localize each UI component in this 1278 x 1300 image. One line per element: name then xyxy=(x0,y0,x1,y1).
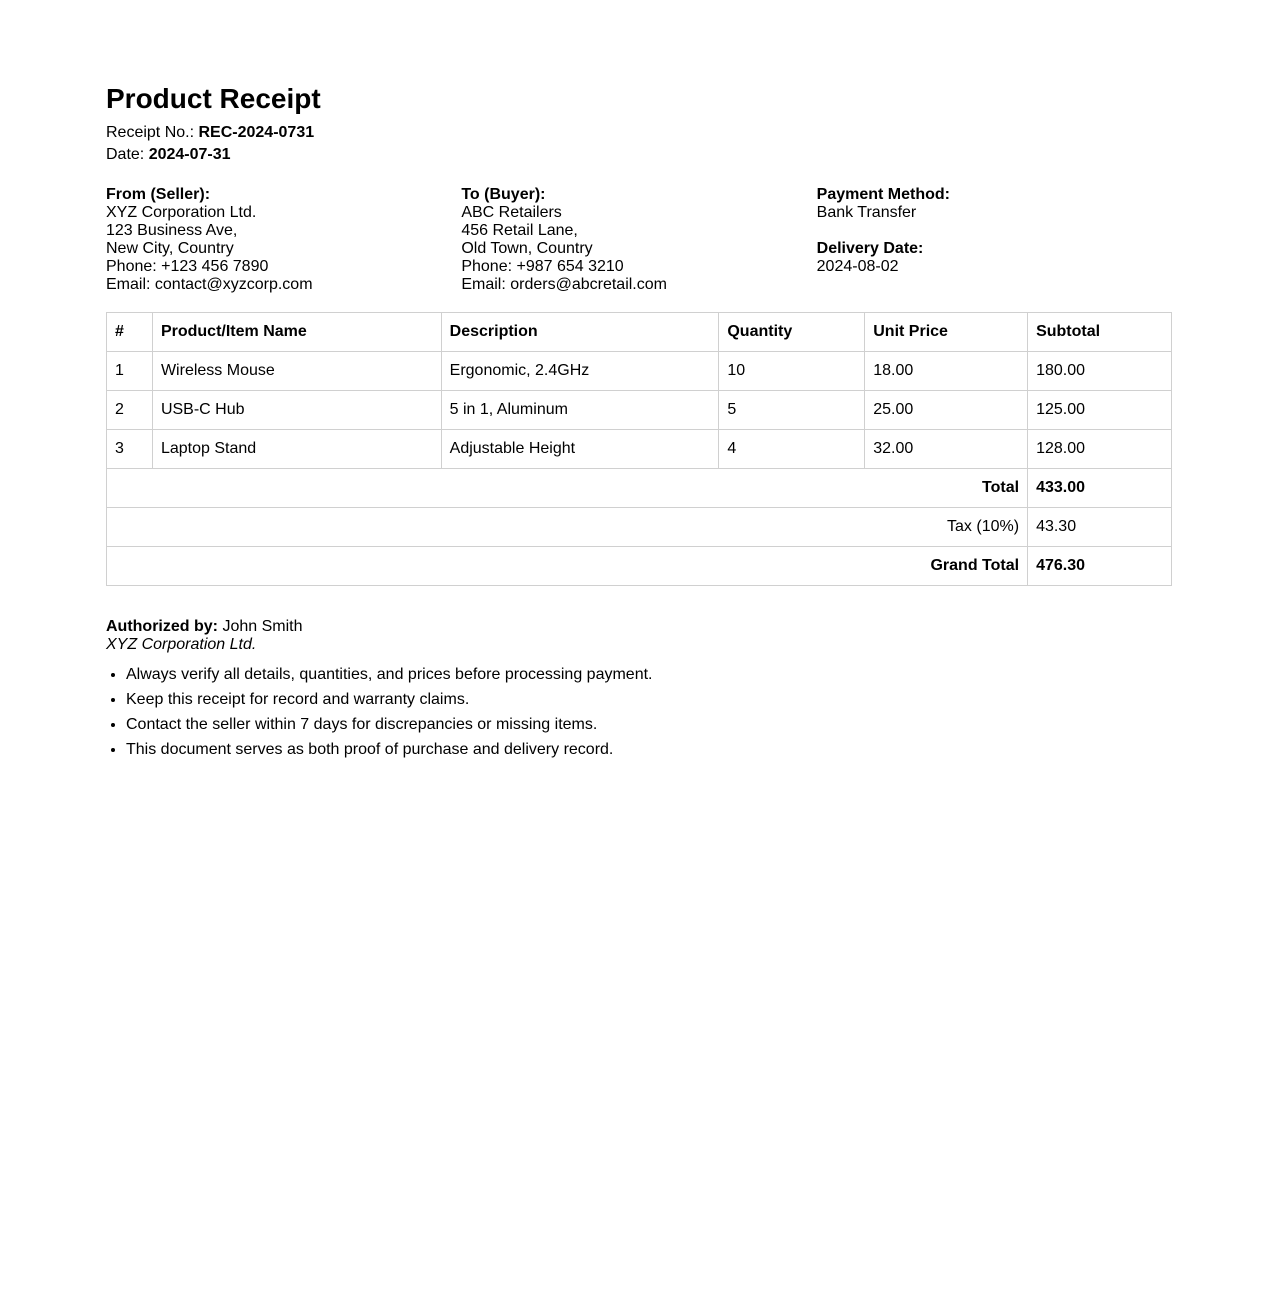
seller-phone: Phone: +123 456 7890 xyxy=(106,258,269,275)
authorized-org: XYZ Corporation Ltd. xyxy=(106,636,257,653)
cell-index: 3 xyxy=(107,430,153,469)
seller-address2: New City, Country xyxy=(106,240,234,257)
authorized-by-name: John Smith xyxy=(222,618,303,635)
seller-email: Email: contact@xyzcorp.com xyxy=(106,276,313,293)
list-item: • Always verify all details, quantities, and prices before processing payment. xyxy=(126,666,1172,684)
notes-list xyxy=(106,666,1172,759)
authorized-by-label: Authorized by: xyxy=(106,618,218,635)
cell-index: 1 xyxy=(107,352,153,391)
header-description: Description xyxy=(441,313,719,352)
delivery-date-label: Delivery Date: xyxy=(816,240,924,257)
grand-total-label: Grand Total xyxy=(107,547,1028,586)
cell-unit-price: 25.00 xyxy=(865,391,1028,430)
tax-label: Tax (10%) xyxy=(107,508,1028,547)
cell-subtotal: 125.00 xyxy=(1028,391,1172,430)
cell-description: Ergonomic, 2.4GHz xyxy=(441,352,719,391)
buyer-address2: Old Town, Country xyxy=(461,240,593,257)
list-item: • This document serves as both proof of purchase and delivery record. xyxy=(126,741,1172,759)
cell-product: Wireless Mouse xyxy=(152,352,441,391)
buyer-address1: 456 Retail Lane, xyxy=(461,222,578,239)
cell-quantity: 10 xyxy=(719,352,865,391)
grand-total-value: 476.30 xyxy=(1028,547,1172,586)
cell-description: 5 in 1, Aluminum xyxy=(441,391,719,430)
receipt-number-label: Receipt No.: xyxy=(106,124,195,141)
page-title: Product Receipt xyxy=(106,83,321,114)
list-item: • Contact the seller within 7 days for discrepancies or missing items. xyxy=(126,716,1172,734)
buyer-email: Email: orders@abcretail.com xyxy=(461,276,667,293)
receipt-date: 2024-07-31 xyxy=(148,146,231,163)
header-product: Product/Item Name xyxy=(152,313,441,352)
list-item: • Keep this receipt for record and warranty claims. xyxy=(126,691,1172,709)
buyer-name: ABC Retailers xyxy=(461,204,562,221)
grand-total-row xyxy=(107,547,1172,586)
items-table xyxy=(106,312,1172,586)
cell-index: 2 xyxy=(107,391,153,430)
payment-method-label: Payment Method: xyxy=(816,186,950,203)
payment-block xyxy=(817,186,1172,294)
authorized-line xyxy=(106,618,1172,636)
authorization-block xyxy=(106,618,1172,654)
cell-subtotal: 128.00 xyxy=(1028,430,1172,469)
table-row xyxy=(107,430,1172,469)
seller-block xyxy=(106,186,461,294)
cell-description: Adjustable Height xyxy=(441,430,719,469)
delivery-date: 2024-08-02 xyxy=(816,258,899,275)
table-row xyxy=(107,352,1172,391)
tax-row xyxy=(107,508,1172,547)
seller-address1: 123 Business Ave, xyxy=(106,222,238,239)
receipt-number: REC-2024-0731 xyxy=(198,124,315,141)
buyer-phone: Phone: +987 654 3210 xyxy=(461,258,624,275)
parties-section xyxy=(106,186,1172,294)
header-index: # xyxy=(107,313,153,352)
cell-quantity: 5 xyxy=(719,391,865,430)
total-value: 433.00 xyxy=(1028,469,1172,508)
buyer-label: To (Buyer): xyxy=(461,186,546,203)
seller-name: XYZ Corporation Ltd. xyxy=(106,204,257,221)
payment-method: Bank Transfer xyxy=(816,204,917,221)
table-header-row xyxy=(107,313,1172,352)
total-row xyxy=(107,469,1172,508)
header-quantity: Quantity xyxy=(719,313,865,352)
header-unit-price: Unit Price xyxy=(865,313,1028,352)
cell-unit-price: 32.00 xyxy=(865,430,1028,469)
seller-label: From (Seller): xyxy=(106,186,211,203)
cell-product: Laptop Stand xyxy=(152,430,441,469)
receipt-number-line xyxy=(106,122,1172,144)
total-label: Total xyxy=(107,469,1028,508)
header-subtotal: Subtotal xyxy=(1028,313,1172,352)
receipt-date-line xyxy=(106,144,1172,166)
receipt-meta xyxy=(106,122,1172,166)
spacer xyxy=(817,222,1172,240)
receipt-date-label: Date: xyxy=(106,146,145,163)
table-row xyxy=(107,391,1172,430)
tax-value: 43.30 xyxy=(1028,508,1172,547)
cell-product: USB-C Hub xyxy=(152,391,441,430)
cell-unit-price: 18.00 xyxy=(865,352,1028,391)
buyer-block xyxy=(461,186,816,294)
cell-quantity: 4 xyxy=(719,430,865,469)
cell-subtotal: 180.00 xyxy=(1028,352,1172,391)
